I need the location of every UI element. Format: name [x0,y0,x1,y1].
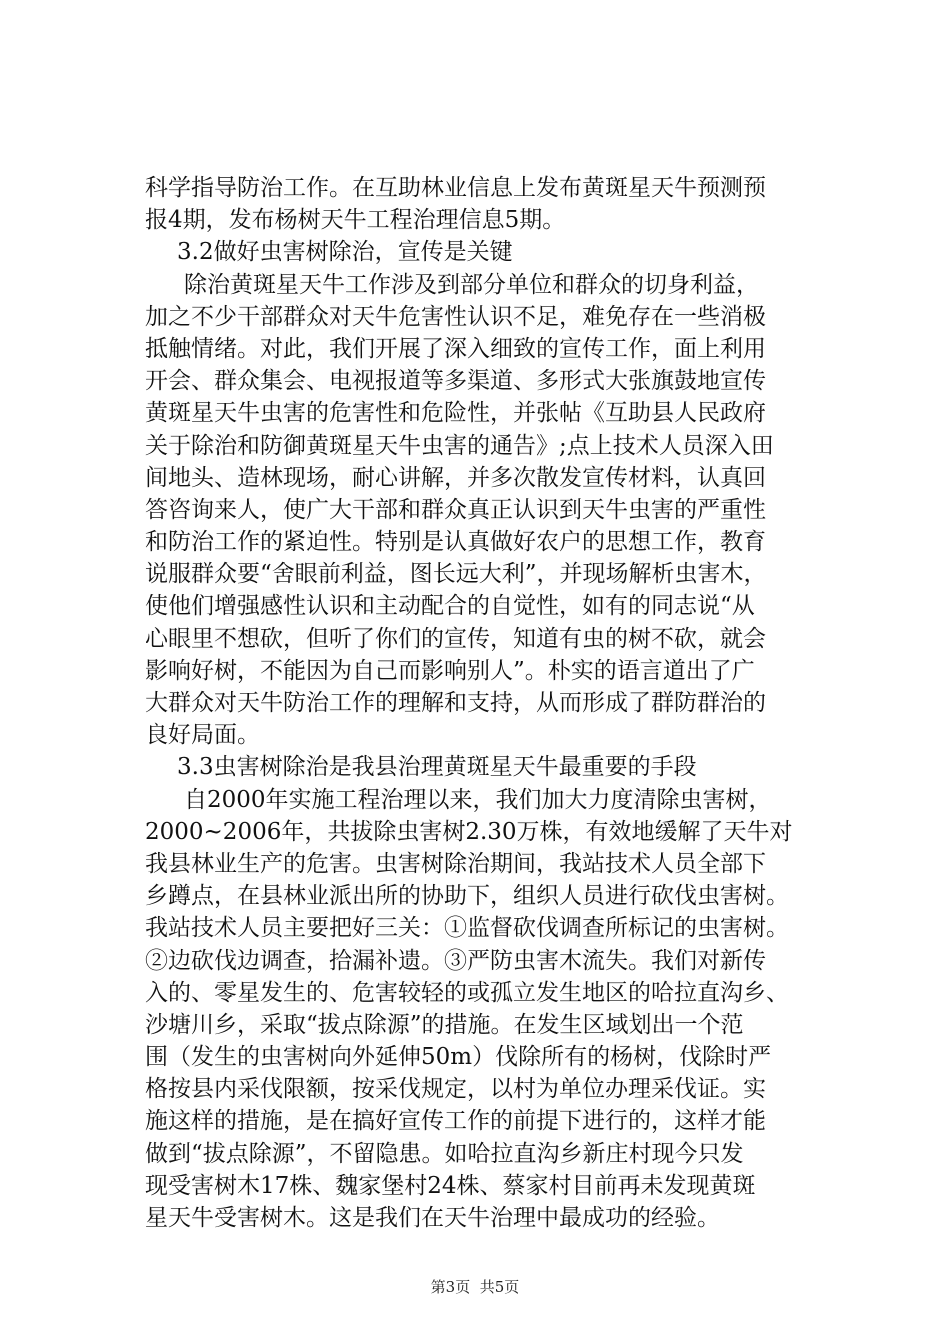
page-total: 共5页 [479,1278,520,1296]
text-line: 加之不少干部群众对天牛危害性认识不足，难免存在一些消极 [145,303,766,330]
text-line: 科学指导防治工作。在互助林业信息上发布黄斑星天牛预测预 [145,175,766,201]
text-line: 心眼里不想砍，但听了你们的宣传，知道有虫的树不砍，就会 [145,625,766,652]
section-heading: 3.2做好虫害树除治，宣传是关键 [177,239,513,266]
text-line: 大群众对天牛防治工作的理解和支持，从而形成了群防群治的 [145,690,766,716]
text-line: 良好局面。 [145,722,260,749]
document-body [145,172,833,1234]
text-line: 答咨询来人，使广大干部和群众真正认识到天牛虫害的严重性 [145,496,766,523]
text-line: 沙塘川乡，采取“拔点除源”的措施。在发生区域划出一个范 [145,1011,744,1038]
text-line: 影响好树，不能因为自己而影响别人”。朴实的语言道出了广 [145,657,755,684]
text-line: 开会、群众集会、电视报道等多渠道、多形式大张旗鼓地宣传 [145,368,766,395]
text-line: ②边砍伐边调查，拾漏补遗。③严防虫害木流失。我们对新传 [145,947,766,974]
text-line: 格按县内采伐限额，按采伐规定，以村为单位办理采伐证。实 [145,1076,766,1103]
text-line: 做到“拔点除源”，不留隐患。如哈拉直沟乡新庄村现今只发 [145,1140,744,1167]
text-line: 我县林业生产的危害。虫害树除治期间，我站技术人员全部下 [145,850,766,877]
page-number: 第3页 [430,1278,471,1296]
text-line: 星天牛受害树木。这是我们在天牛治理中最成功的经验。 [145,1205,720,1231]
text-line: 报4期，发布杨树天牛工程治理信息5期。 [145,207,566,234]
text-line: 入的、零星发生的、危害较轻的或孤立发生地区的哈拉直沟乡、 [145,979,789,1006]
text-line: 和防治工作的紧迫性。特别是认真做好农户的思想工作，教育 [145,529,766,556]
text-line: 除治黄斑星天牛工作涉及到部分单位和群众的切身利益， [184,271,759,298]
text-line: 黄斑星天牛虫害的危害性和危险性，并张帖《互助县人民政府 [145,400,766,427]
text-line: 使他们增强感性认识和主动配合的自觉性，如有的同志说“从 [145,593,755,620]
text-line: 施这样的措施，是在搞好宣传工作的前提下进行的，这样才能 [145,1108,766,1135]
text-line: 自2000年实施工程治理以来，我们加大力度清除虫害树， [184,786,772,813]
page-footer [0,1277,950,1297]
text-line: 现受害树木17株、魏家堡村24株、蔡家村目前再未发现黄斑 [145,1172,756,1199]
text-line: 间地头、造林现场，耐心讲解，并多次散发宣传材料，认真回 [145,464,766,491]
section-heading: 3.3虫害树除治是我县治理黄斑星天牛最重要的手段 [177,754,697,781]
text-line: 说服群众要“舍眼前利益，图长远大利”，并现场解析虫害木， [145,561,767,588]
text-line: 我站技术人员主要把好三关：①监督砍伐调查所标记的虫害树。 [145,915,789,942]
text-line: 抵触情绪。对此，我们开展了深入细致的宣传工作，面上利用 [145,335,766,362]
text-line: 乡蹲点，在县林业派出所的协助下，组织人员进行砍伐虫害树。 [145,883,789,910]
text-line: 围（发生的虫害树向外延伸50m）伐除所有的杨树，伐除时严 [145,1044,772,1071]
text-line: 关于除治和防御黄斑星天牛虫害的通告》;点上技术人员深入田 [145,432,774,459]
text-line: 2000~2006年，共拔除虫害树2.30万株，有效地缓解了天牛对 [145,818,793,845]
